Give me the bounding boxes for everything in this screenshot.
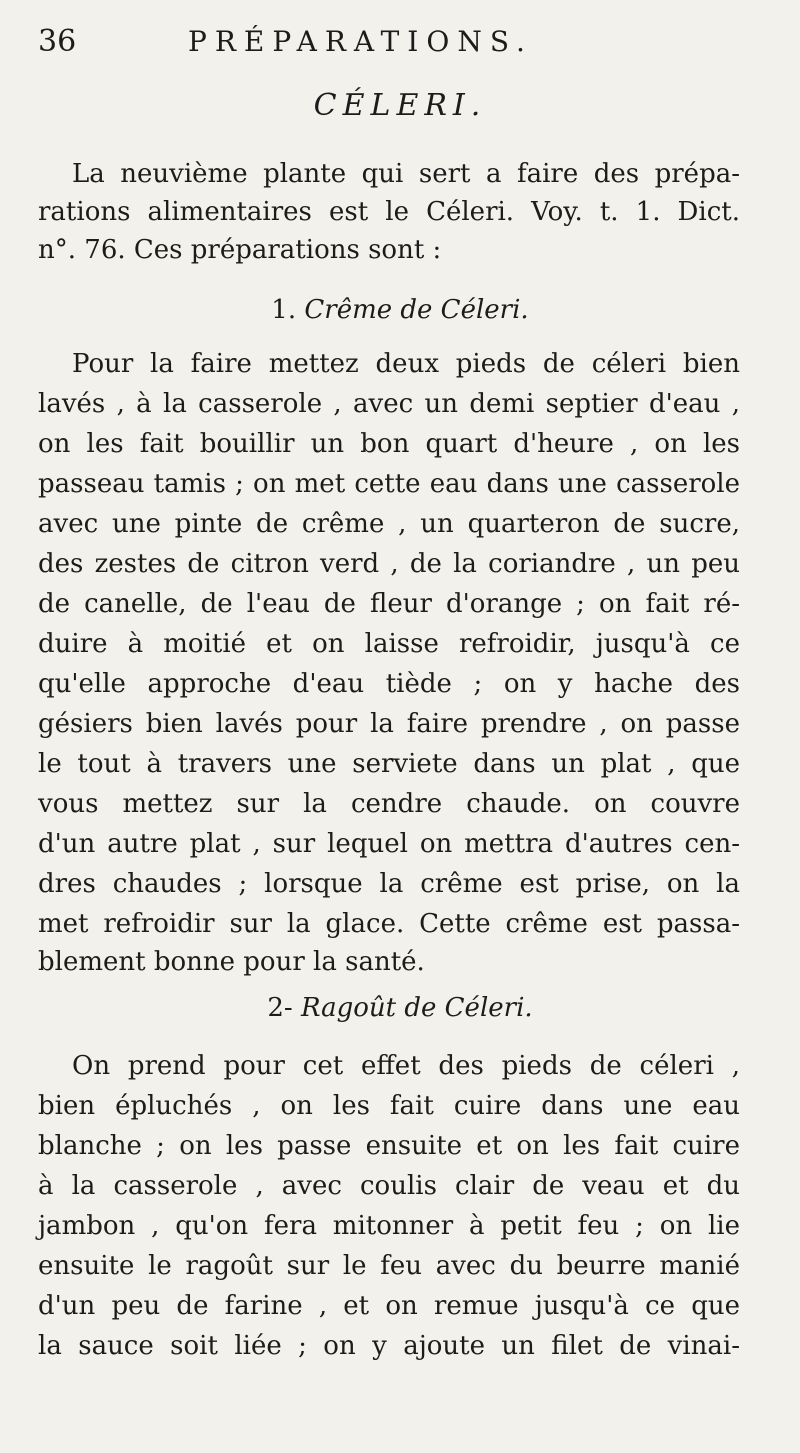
text-line: blanche ; on les passe ensuite et on les fait cuire [38, 1131, 740, 1161]
text-line: jambon , qu'on fera mitonner à petit feu ; on lie [38, 1211, 740, 1241]
recipe-heading [0, 990, 800, 1026]
recipe-title: Crême de Céleri. [304, 295, 529, 325]
text-line: gésiers bien lavés pour la faire prendre , on passe [38, 709, 740, 739]
text-line: lavés , à la casserole , avec un demi septier d'eau , [38, 389, 740, 419]
page-number: 36 [38, 24, 77, 59]
text-line: n°. 76. Ces préparations sont : [38, 235, 442, 265]
text-line: ensuite le ragoût sur le feu avec du beurre manié [38, 1251, 740, 1281]
text-line: Pour la faire mettez deux pieds de céleri bien [72, 349, 740, 379]
text-line: bien épluchés , on les fait cuire dans une eau [38, 1091, 740, 1121]
text-line: rations alimentaires est le Céleri. Voy. t. 1. Dict. [38, 197, 740, 227]
text-line: le tout à travers une serviete dans un plat , que [38, 749, 740, 779]
text-line: blement bonne pour la santé. [38, 947, 425, 977]
text-line: On prend pour cet effet des pieds de céleri , [72, 1051, 740, 1081]
text-line: met refroidir sur la glace. Cette crême est passa- [38, 909, 740, 939]
text-line: d'un autre plat , sur lequel on mettra d'autres cen- [38, 829, 740, 859]
recipe-number: 2- [267, 993, 293, 1023]
text-line: des zestes de citron verd , de la coriandre , un peu [38, 549, 740, 579]
text-line: qu'elle approche d'eau tiède ; on y hache des [38, 669, 740, 699]
recipe-title: Ragoût de Céleri. [300, 993, 533, 1023]
text-line: passeau tamis ; on met cette eau dans une casserole [38, 469, 740, 499]
text-line: avec une pinte de crême , un quarteron de sucre, [38, 509, 740, 539]
recipe-number: 1. [271, 295, 297, 325]
text-line: vous mettez sur la cendre chaude. on couvre [38, 789, 740, 819]
text-line: dres chaudes ; lorsque la crême est prise, on la [38, 869, 740, 899]
text-line: duire à moitié et on laisse refroidir, jusqu'à ce [38, 629, 740, 659]
recipe-heading [0, 292, 800, 328]
text-line: de canelle, de l'eau de fleur d'orange ; on fait ré- [38, 589, 740, 619]
text-line: la sauce soit liée ; on y ajoute un filet de vinai- [38, 1331, 740, 1361]
text-line: La neuvième plante qui sert a faire des prépa- [72, 159, 740, 189]
text-line: d'un peu de farine , et on remue jusqu'à ce que [38, 1291, 740, 1321]
section-title: CÉLERI. [313, 88, 487, 123]
text-line: à la casserole , avec coulis clair de veau et du [38, 1171, 740, 1201]
running-head [38, 22, 598, 66]
running-title: PRÉPARATIONS. [188, 25, 533, 58]
text-line: on les fait bouillir un bon quart d'heure , on les [38, 429, 740, 459]
